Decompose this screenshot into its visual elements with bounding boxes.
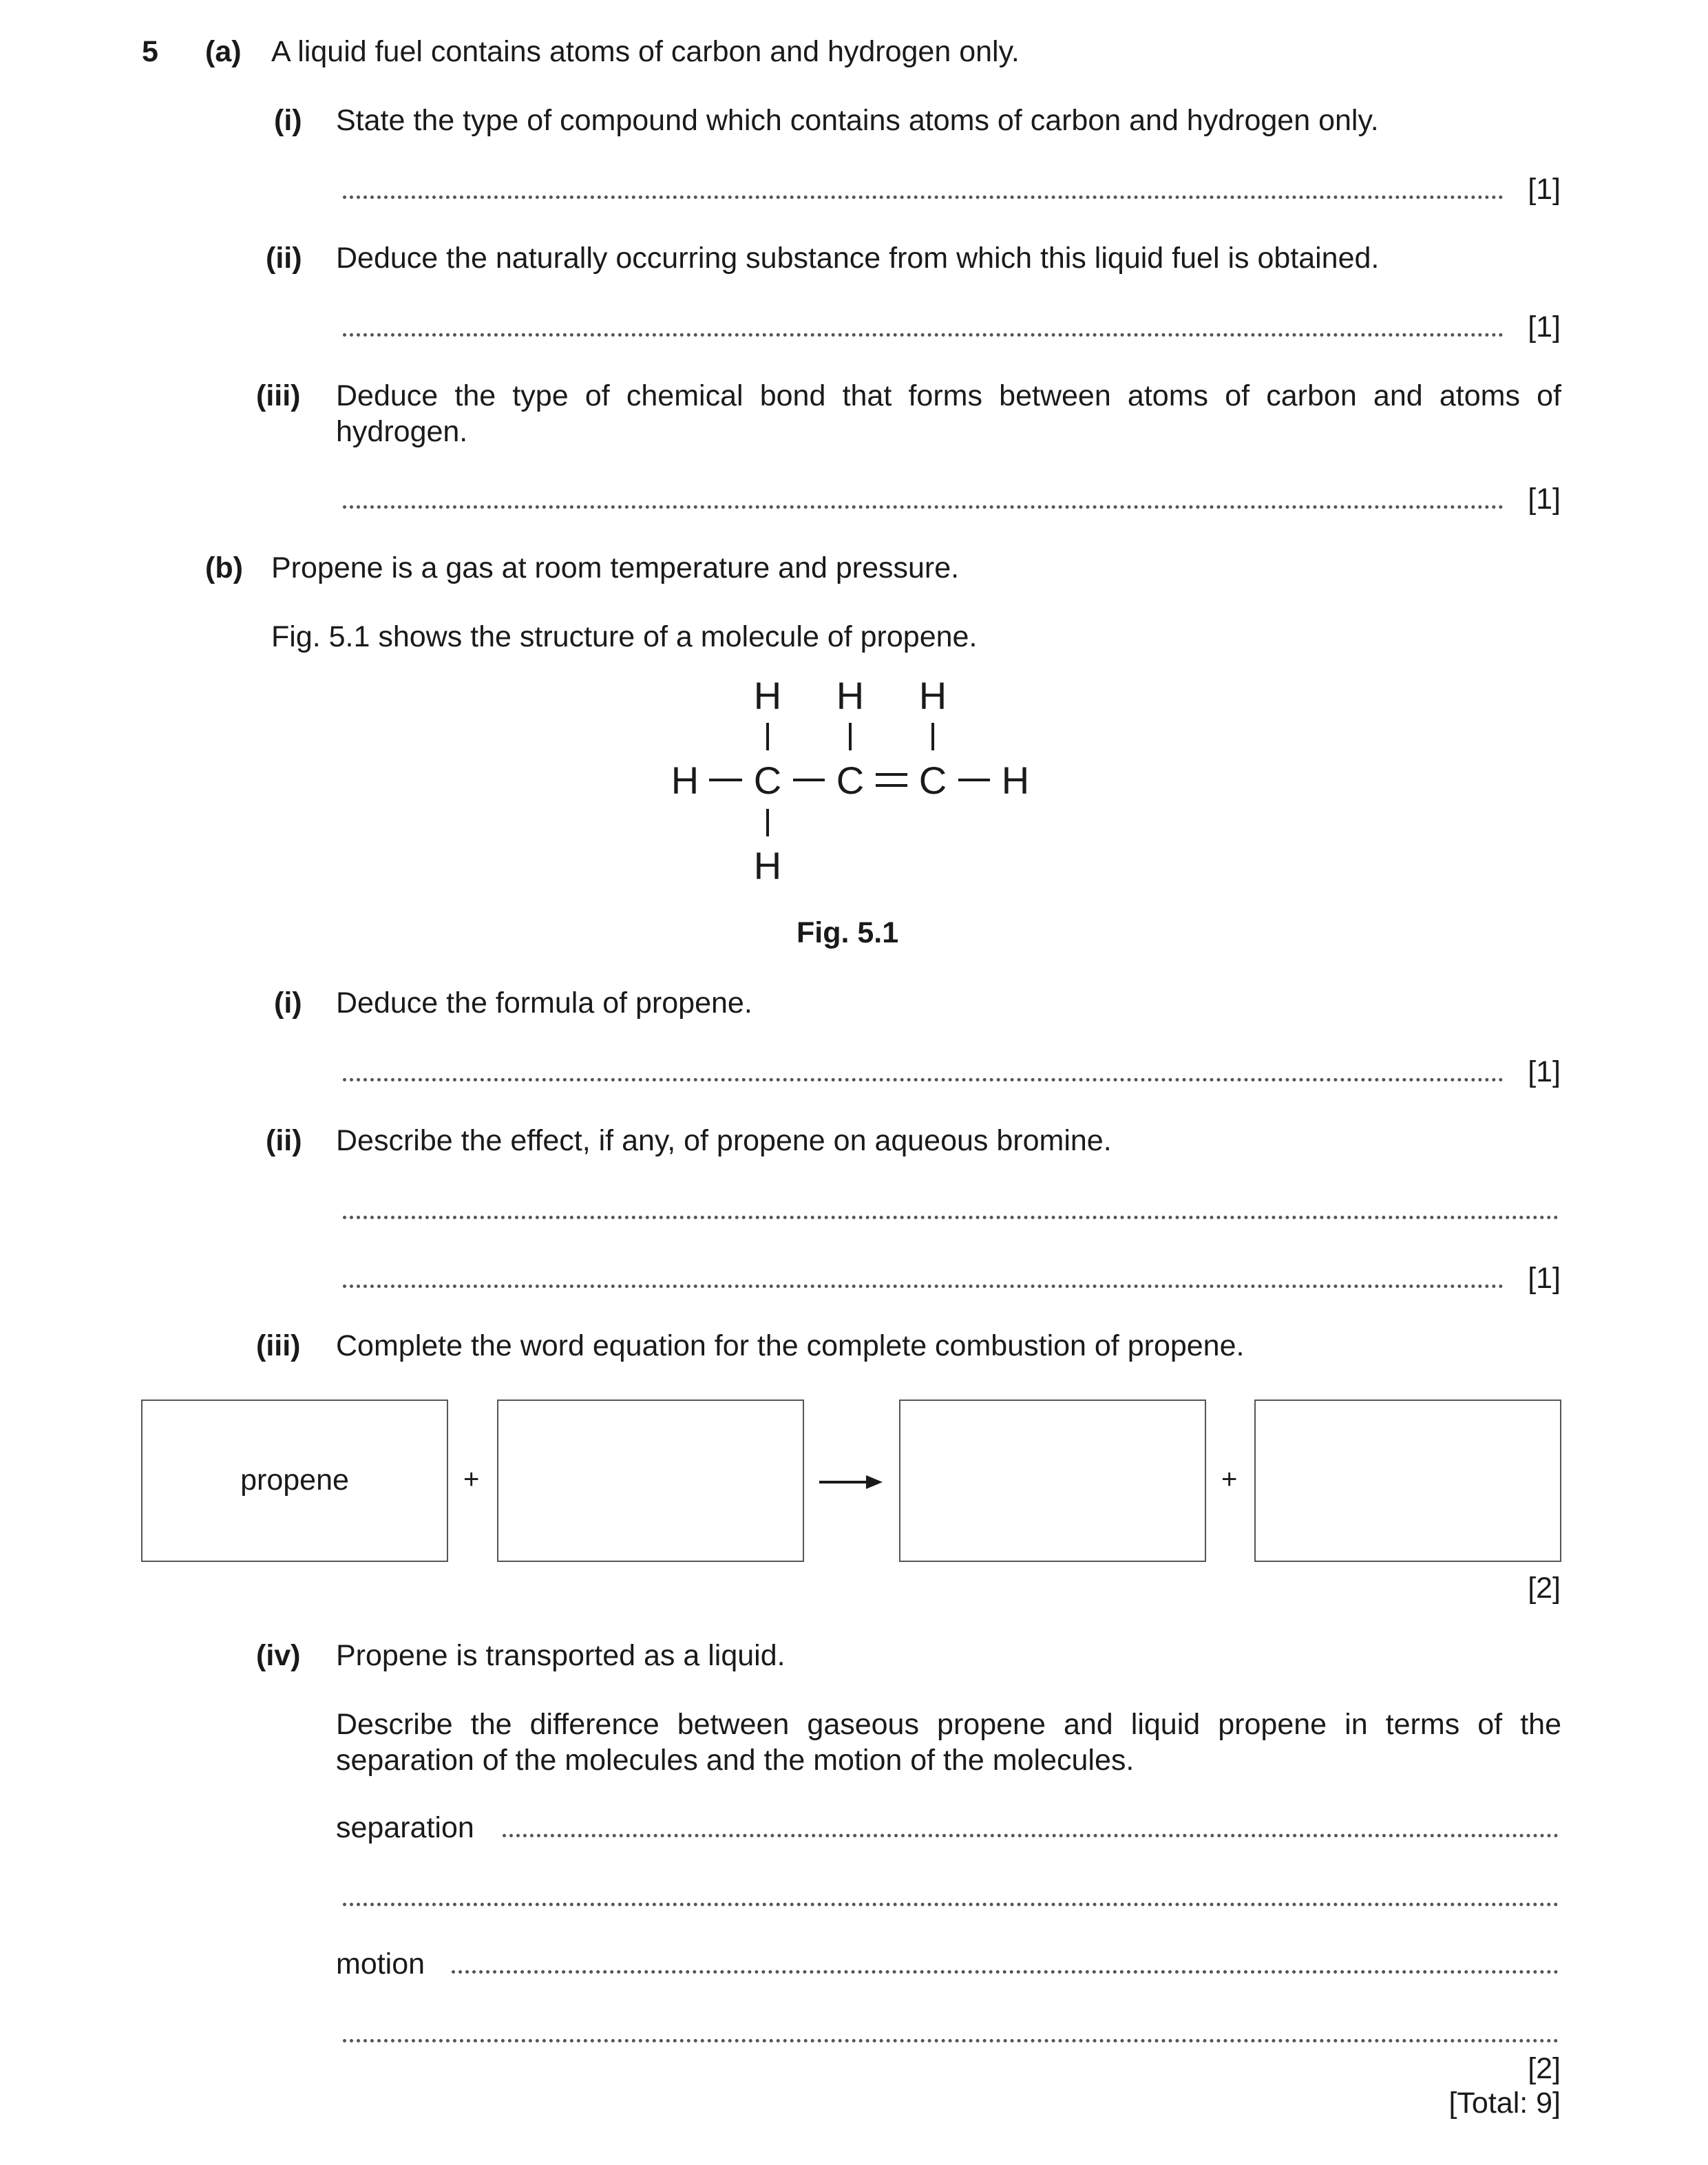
equation-plus-1: + xyxy=(463,1464,480,1495)
answer-line-a-iii[interactable] xyxy=(343,505,1504,509)
equation-box-reactant1 xyxy=(141,1400,448,1562)
mark-b-iv: [2] xyxy=(1528,2052,1561,2085)
question-number: 5 xyxy=(142,35,158,68)
equation-reactant1-text: propene xyxy=(240,1464,349,1497)
atom-h-top-3: H xyxy=(918,674,947,717)
equation-box-product1[interactable] xyxy=(899,1400,1206,1562)
equation-box-product2[interactable] xyxy=(1254,1400,1561,1562)
part-a-ii-text: Deduce the naturally occurring substance from which this liquid fuel is obtained. xyxy=(336,242,1380,275)
atom-h-bottom: H xyxy=(753,844,782,887)
part-b-iv-label: (iv) xyxy=(256,1639,301,1672)
motion-label: motion xyxy=(336,1947,425,1981)
atom-h-top-1: H xyxy=(753,674,782,717)
mark-a-i: [1] xyxy=(1528,173,1561,206)
separation-label: separation xyxy=(336,1811,474,1844)
equation-plus-2: + xyxy=(1221,1464,1238,1495)
part-b-iv-instruction: Describe the difference between gaseous propene and liquid propene in terms of the separation of the molecules and the motion of the molecules. xyxy=(336,1708,1561,1777)
part-a-iii-text: Deduce the type of chemical bond that forms between atoms of carbon and atoms of hydrogen. xyxy=(336,379,1561,448)
answer-line-a-i[interactable] xyxy=(343,196,1504,199)
atom-c-3: C xyxy=(918,759,947,802)
part-b-iv-text: Propene is transported as a liquid. xyxy=(336,1639,786,1672)
part-a-ii-label: (ii) xyxy=(266,242,302,275)
mark-b-i: [1] xyxy=(1528,1055,1561,1088)
part-a-i-label: (i) xyxy=(274,104,302,137)
part-b-iii-label: (iii) xyxy=(256,1329,301,1362)
figure-caption: Fig. 5.1 xyxy=(797,916,899,949)
atom-c-2: C xyxy=(836,759,865,802)
part-a-label: (a) xyxy=(205,35,242,68)
answer-line-b-i[interactable] xyxy=(343,1078,1504,1081)
figure-intro: Fig. 5.1 shows the structure of a molecule of propene. xyxy=(271,620,978,653)
part-b-ii-label: (ii) xyxy=(266,1124,302,1157)
answer-line-a-ii[interactable] xyxy=(343,333,1504,337)
reaction-arrow-icon xyxy=(818,1472,884,1492)
answer-line-b-ii-1[interactable] xyxy=(343,1216,1559,1219)
atom-h-right: H xyxy=(1001,759,1030,802)
part-b-stem: Propene is a gas at room temperature and pressure. xyxy=(271,551,960,584)
answer-line-separation-1[interactable] xyxy=(503,1834,1559,1837)
part-a-i-text: State the type of compound which contains atoms of carbon and hydrogen only. xyxy=(336,104,1379,137)
mark-a-ii: [1] xyxy=(1528,310,1561,344)
atom-h-top-2: H xyxy=(836,674,865,717)
answer-line-motion-1[interactable] xyxy=(452,1970,1559,1974)
part-a-stem: A liquid fuel contains atoms of carbon and hydrogen only. xyxy=(271,35,1020,68)
mark-b-iii: [2] xyxy=(1528,1572,1561,1605)
mark-b-ii: [1] xyxy=(1528,1262,1561,1295)
answer-line-motion-2[interactable] xyxy=(343,2039,1559,2042)
equation-box-reactant2[interactable] xyxy=(497,1400,804,1562)
part-b-iii-text: Complete the word equation for the complete combustion of propene. xyxy=(336,1329,1245,1362)
propene-structure-diagram xyxy=(661,671,1046,891)
part-b-i-label: (i) xyxy=(274,986,302,1020)
part-b-i-text: Deduce the formula of propene. xyxy=(336,986,752,1020)
part-a-iii-label: (iii) xyxy=(256,379,301,412)
answer-line-separation-2[interactable] xyxy=(343,1903,1559,1906)
total-marks: [Total: 9] xyxy=(1448,2087,1561,2120)
mark-a-iii: [1] xyxy=(1528,483,1561,516)
part-b-label: (b) xyxy=(205,551,243,584)
atom-h-left: H xyxy=(671,759,699,802)
answer-line-b-ii-2[interactable] xyxy=(343,1285,1504,1288)
atom-c-1: C xyxy=(753,759,782,802)
part-b-ii-text: Describe the effect, if any, of propene on aqueous bromine. xyxy=(336,1124,1112,1157)
